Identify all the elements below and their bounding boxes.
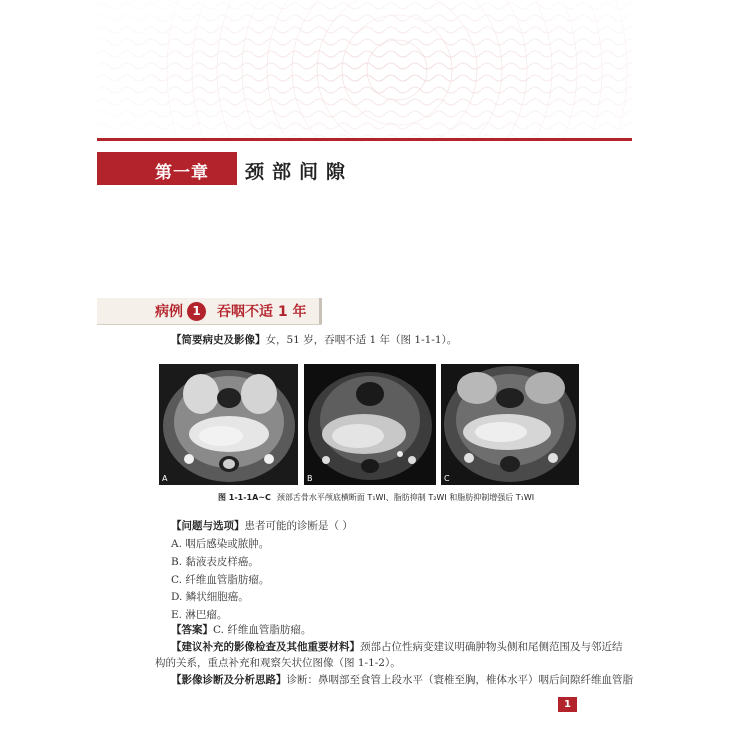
option-c: C. 纤维血管脂肪瘤。 (171, 574, 270, 586)
mri-panel-b (304, 364, 436, 485)
mri-image-b (304, 364, 436, 485)
suggestion-heading: 【建议补充的影像检查及其他重要材料】 (171, 641, 360, 653)
suggestion-text-line1: 颈部占位性病变建议明确肿物头侧和尾侧范围及与邻近结 (360, 641, 623, 653)
question-heading: 【问题与选项】 (171, 520, 245, 532)
suggestion-paragraph (171, 640, 623, 654)
answer-heading: 【答案】 (171, 624, 213, 636)
option-b: B. 黏液表皮样癌。 (171, 556, 259, 568)
mri-panel-letter-b: B (307, 474, 313, 483)
mri-image-a (159, 364, 298, 485)
diagnosis-paragraph (171, 673, 633, 687)
mri-panel-a (159, 364, 298, 485)
option-d: D. 鳞状细胞癌。 (171, 591, 249, 603)
mri-panel-letter-c: C (444, 474, 450, 483)
case-header-underline (97, 324, 322, 325)
history-text: 女，51 岁，吞咽不适 1 年（图 1-1-1）。 (265, 334, 458, 346)
option-a: A. 咽后感染或脓肿。 (171, 538, 270, 550)
question-text: 患者可能的诊断是（ ） (244, 520, 353, 532)
figure-caption-id: 图 1-1-1A~C (218, 493, 271, 502)
history-paragraph (171, 333, 457, 347)
figure-caption (218, 492, 534, 503)
answer-paragraph (171, 623, 311, 637)
chapter-title: 颈部间隙 (245, 161, 354, 183)
history-heading: 【简要病史及影像】 (171, 334, 266, 346)
diagnosis-text: 诊断：鼻咽部至食管上段水平（寰椎至胸，椎体水平）咽后间隙纤维血管脂 (286, 674, 633, 686)
case-title: 吞咽不适 1 年 (217, 304, 307, 320)
option-e: E. 淋巴瘤。 (171, 609, 228, 621)
case-number-badge: 1 (187, 302, 206, 321)
figure-caption-text: 颈部舌骨水平颅底横断面 T₁WI、脂肪抑制 T₂WI 和脂肪抑制增强后 T₁WI (276, 493, 535, 502)
answer-text: C. 纤维血管脂肪瘤。 (213, 624, 312, 636)
decorative-wave-pattern (97, 0, 632, 142)
page-number: 1 (558, 697, 577, 712)
chapter-label: 第一章 (155, 163, 209, 183)
diagnosis-heading: 【影像诊断及分析思路】 (171, 674, 287, 686)
mri-image-c (441, 364, 579, 485)
chapter-top-rule (97, 138, 632, 141)
suggestion-text-line2: 构的关系，重点补充和观察矢状位图像（图 1-1-2）。 (155, 657, 401, 669)
mri-panel-c (441, 364, 579, 485)
mri-panel-letter-a: A (162, 474, 168, 483)
case-label: 病例 (155, 304, 183, 320)
question-paragraph (171, 519, 353, 533)
